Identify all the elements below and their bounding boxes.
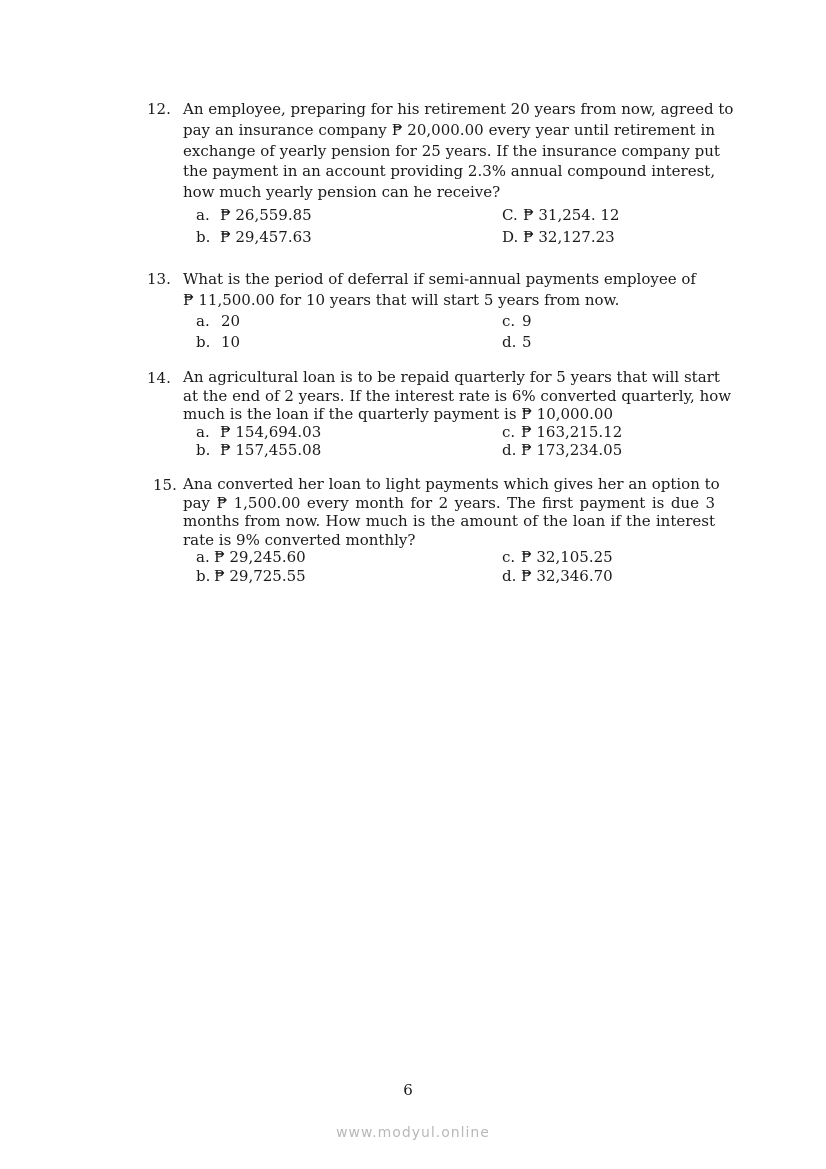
choice-value: ₱ 157,455.08 <box>220 441 322 459</box>
choice-letter: d. <box>502 333 517 351</box>
choice-letter: c. <box>502 548 516 566</box>
choice-c <box>502 548 613 566</box>
choice-value: 9 <box>522 312 532 330</box>
choice-a <box>196 205 312 225</box>
choice-value: ₱ 31,254. 12 <box>523 206 620 224</box>
choice-value: 5 <box>522 333 532 351</box>
question-line: An employee, preparing for his retirement 20 years from now, agreed to <box>183 100 734 118</box>
question-line: at the end of 2 years. If the interest rate is 6% converted quarterly, how <box>183 386 732 405</box>
choice-value: ₱ 26,559.85 <box>220 206 312 224</box>
choice-b <box>196 441 321 459</box>
question-number: 15. <box>153 476 177 494</box>
choice-value: ₱ 163,215.12 <box>521 423 623 441</box>
choice-value: ₱ 32,105.25 <box>521 548 613 566</box>
choice-value: ₱ 32,346.70 <box>521 567 613 585</box>
choice-d <box>502 567 613 585</box>
question-line: much is the loan if the quarterly payment is ₱ 10,000.00 <box>183 405 613 423</box>
choice-letter: d. <box>502 567 517 585</box>
choice-value: ₱ 154,694.03 <box>220 423 322 441</box>
page-number: 6 <box>403 1081 413 1099</box>
choice-letter: b. <box>196 441 211 459</box>
question-line: months from now. How much is the amount of the loan if the interest <box>183 512 715 530</box>
question-line: Ana converted her loan to light payments which gives her an option to <box>183 475 720 493</box>
choice-letter: D. <box>502 228 519 246</box>
choice-value: ₱ 32,127.23 <box>523 228 615 246</box>
choice-letter: a. <box>196 548 210 566</box>
choice-value: ₱ 29,245.60 <box>214 548 306 566</box>
choice-letter: d. <box>502 441 517 459</box>
choice-letter: C. <box>502 206 518 224</box>
choice-c <box>502 423 622 441</box>
question-line: how much yearly pension can he receive? <box>183 183 501 202</box>
question-line: What is the period of deferral if semi-annual payments employee of <box>183 270 696 288</box>
choice-c <box>502 311 532 331</box>
question-line: exchange of yearly pension for 25 years. If the insurance company put <box>183 141 720 160</box>
question-line: the payment in an account providing 2.3% annual compound interest, <box>183 162 716 181</box>
question-text <box>183 475 720 549</box>
choice-letter: b. <box>196 228 211 246</box>
choice-a <box>196 548 306 566</box>
choice-letter: b. <box>196 567 211 585</box>
question-text <box>183 269 715 311</box>
watermark: www.modyul.online <box>336 1125 490 1141</box>
choice-b <box>196 332 240 352</box>
choice-c <box>502 205 619 225</box>
choice-b <box>196 567 306 585</box>
choice-a <box>196 311 240 331</box>
choice-value: ₱ 29,725.55 <box>214 567 306 585</box>
question-text <box>183 99 734 203</box>
choice-value: ₱ 173,234.05 <box>521 441 623 459</box>
choice-letter: a. <box>196 312 210 330</box>
choice-value: 10 <box>221 333 241 351</box>
choice-letter: a. <box>196 206 210 224</box>
choice-a <box>196 423 321 441</box>
question-number: 12. <box>147 100 171 118</box>
choice-letter: a. <box>196 423 210 441</box>
question-number: 13. <box>147 270 171 288</box>
choice-d <box>502 227 615 247</box>
question-line: ₱ 11,500.00 for 10 years that will start 5 years from now. <box>183 290 620 309</box>
choice-b <box>196 227 312 247</box>
choice-value: ₱ 29,457.63 <box>220 228 312 246</box>
choice-d <box>502 441 622 459</box>
question-line: rate is 9% converted monthly? <box>183 530 416 549</box>
question-line: pay an insurance company ₱ 20,000.00 every year until retirement in <box>183 120 715 139</box>
choice-d <box>502 332 532 352</box>
choice-letter: c. <box>502 312 516 330</box>
question-line: An agricultural loan is to be repaid quarterly for 5 years that will start <box>183 368 720 386</box>
choice-value: 20 <box>221 312 241 330</box>
question-line: pay ₱ 1,500.00 every month for 2 years. The first payment is due 3 <box>183 493 715 512</box>
choice-letter: b. <box>196 333 211 351</box>
choice-letter: c. <box>502 423 516 441</box>
question-number: 14. <box>147 369 171 387</box>
question-text <box>183 368 732 424</box>
